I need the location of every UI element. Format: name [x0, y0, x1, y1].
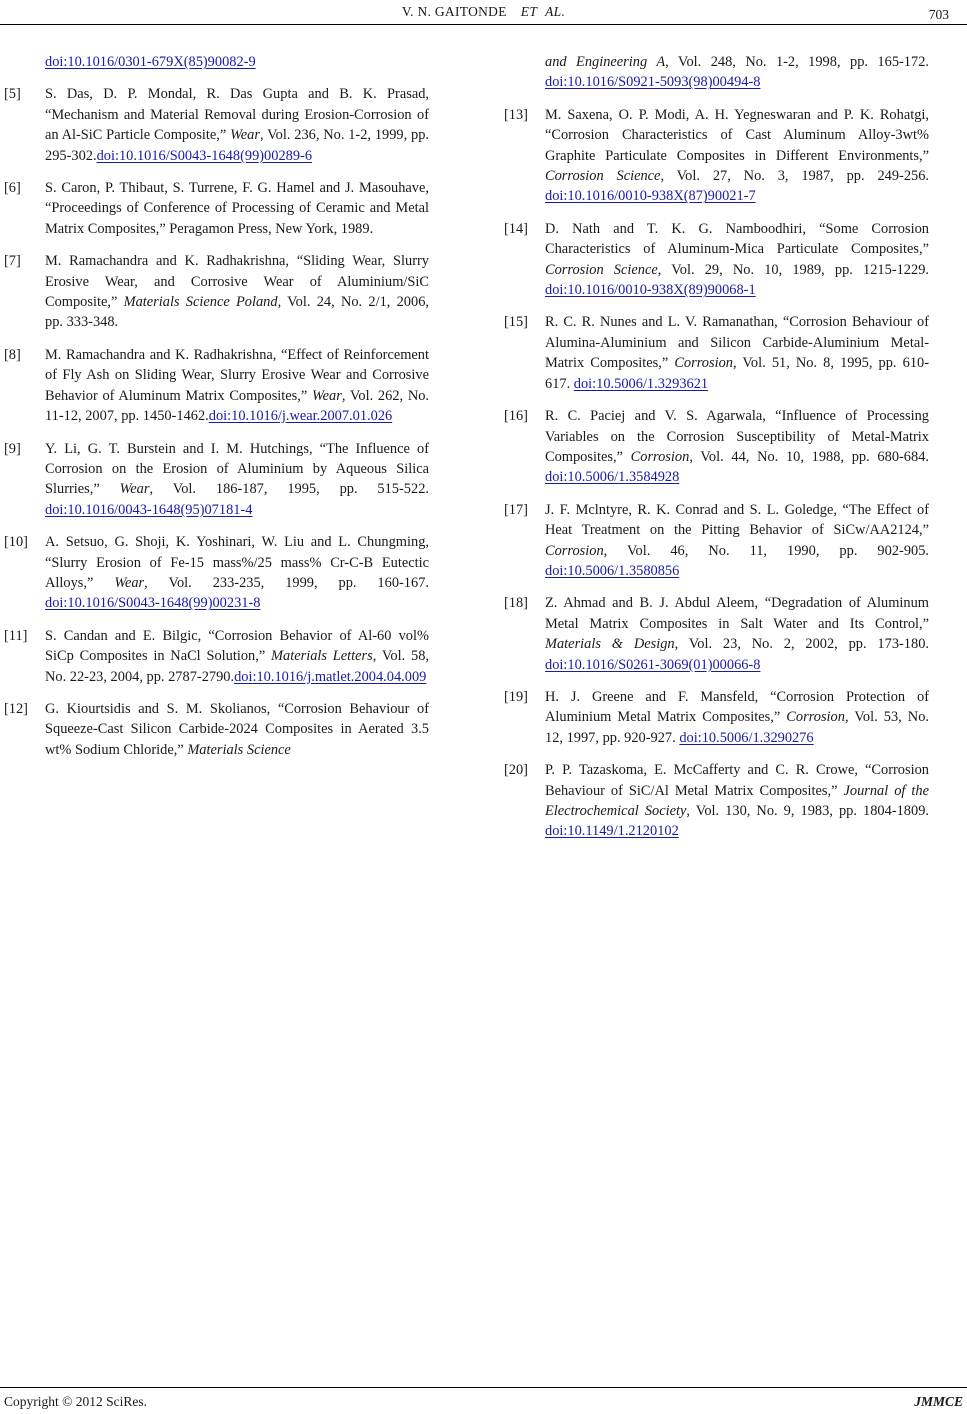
reference-journal: Corrosion [630, 448, 690, 465]
doi-link[interactable]: doi:10.1016/0043-1648(95)07181-4 [45, 501, 253, 518]
reference-details: , Vol. 27, No. 3, 1987, pp. 249-256. [660, 168, 930, 185]
reference-journal: Wear [119, 481, 150, 498]
doi-link[interactable]: doi:10.1016/0010-938X(89)90068-1 [545, 282, 756, 299]
reference-details: , Vol. 51, No. 8, 1995, pp. 610-617. [545, 355, 930, 392]
reference-text: M. Ramachandra and K. Radhakrishna, “Effect of Reinforcement of Fly Ash on Sliding Wear, Slurry Erosive Wear and Corrosive Behavior of Aluminum Matrix Composites,” [45, 346, 429, 404]
doi-link[interactable]: doi:10.1016/j.wear.2007.01.026 [208, 408, 393, 425]
reference-text: Y. Li, G. T. Burstein and I. M. Hutchings, “The Influence of Corrosion on the Erosion of Aluminium by Aqueous Silica Slurries,” [45, 440, 429, 498]
reference-text: S. Caron, P. Thibaut, S. Turrene, F. G. Hamel and J. Masouhave, “Proceedings of Conference of Processing of Ceramic and Metal Matrix Composites,” Peragamon Press, New York, 1989. [45, 180, 429, 237]
reference-continuation [504, 52, 929, 93]
reference-number: [13] [504, 106, 528, 123]
reference-text: M. Saxena, O. P. Modi, A. H. Yegneswaran and P. K. Rohatgi, “Corrosion Characteristics of Cast Aluminum Alloy-3wt% Graphite Particulate Composites in Different Environments,” [545, 106, 929, 164]
reference-journal: Materials Letters [271, 648, 373, 665]
reference-number: [15] [504, 314, 528, 331]
page-footer [0, 1387, 967, 1414]
reference-item [504, 760, 929, 842]
reference-number: [16] [504, 408, 528, 425]
reference-number: [7] [4, 253, 21, 270]
reference-text: R. C. Paciej and V. S. Agarwala, “Influence of Processing Variables on the Corrosion Susceptibility of Metal-Matrix Composites,” [545, 408, 929, 465]
reference-journal: Materials & Design [545, 636, 675, 653]
reference-number: [5] [4, 86, 21, 103]
reference-item [504, 219, 929, 301]
reference-number: [9] [4, 440, 21, 457]
doi-link[interactable]: doi:10.5006/1.3293621 [573, 375, 709, 392]
running-head-author: V. N. GAITONDE [401, 4, 507, 19]
reference-number: [20] [504, 762, 528, 779]
reference-number: [6] [4, 180, 21, 197]
reference-details: , Vol. 248, No. 1-2, 1998, pp. 165-172. [665, 54, 929, 70]
doi-link[interactable]: doi:10.1016/S0043-1648(99)00289-6 [96, 147, 313, 164]
reference-journal: Wear [311, 387, 342, 404]
reference-item [504, 500, 929, 582]
reference-number: [8] [4, 346, 21, 363]
reference-journal: Materials Science Poland [123, 294, 278, 311]
reference-text: M. Ramachandra and K. Radhakrishna, “Sliding Wear, Slurry Erosive Wear, and Corrosive Wear of Aluminium/SiC Composite,” [45, 253, 429, 311]
doi-link[interactable]: doi:10.1016/j.matlet.2004.04.009 [234, 668, 427, 685]
page-header [0, 0, 967, 25]
doi-link[interactable]: doi:10.5006/1.3584928 [545, 469, 680, 486]
reference-item [504, 687, 929, 748]
left-column [4, 52, 429, 772]
reference-continuation [4, 52, 429, 72]
copyright-notice: Copyright © 2012 SciRes. [4, 1394, 148, 1409]
reference-details: , Vol. 46, No. 11, 1990, pp. 902-905. [603, 542, 929, 559]
reference-text: S. Das, D. P. Mondal, R. Das Gupta and B. K. Prasad, “Mechanism and Material Removal during Erosion-Corrosion of an Al-SiC Particle Composite,” [45, 86, 429, 144]
reference-item [4, 84, 429, 166]
reference-item [504, 593, 929, 675]
reference-details: , Vol. 186-187, 1995, pp. 515-522. [149, 481, 429, 498]
reference-journal: Wear [114, 574, 145, 591]
reference-text: Z. Ahmad and B. J. Abdul Aleem, “Degradation of Aluminum Metal Matrix Composites in Salt Water and Its Control,” [545, 595, 929, 632]
reference-number: [12] [4, 700, 28, 717]
reference-text: D. Nath and T. K. G. Namboodhiri, “Some Corrosion Characteristics of Aluminum-Mica Particulate Composites,” [545, 220, 929, 258]
reference-details: , Vol. 58, No. 22-23, 2004, pp. 2787-2790. [45, 648, 429, 685]
doi-link[interactable]: doi:10.5006/1.3290276 [679, 729, 814, 746]
reference-details: , Vol. 29, No. 10, 1989, pp. 1215-1229. [657, 261, 929, 278]
reference-number: [11] [4, 627, 28, 644]
reference-item [504, 406, 929, 488]
reference-details: , Vol. 233-235, 1999, pp. 160-167. [144, 574, 429, 591]
reference-text: P. P. Tazaskoma, E. McCafferty and C. R. Crowe, “Corrosion Behaviour of SiC/Al Metal Matrix Composites,” [545, 762, 929, 799]
reference-number: [18] [504, 595, 528, 612]
reference-details: , Vol. 236, No. 1-2, 1999, pp. 295-302. [45, 127, 429, 164]
reference-text: A. Setsuo, G. Shoji, K. Yoshinari, W. Liu and L. Chungming, “Slurry Erosion of Fe-15 mass%/25 mass% Cr-C-B Eutectic Alloys,” [45, 534, 429, 591]
reference-journal: and Engineering A [545, 54, 666, 70]
reference-details: , Vol. 23, No. 2, 2002, pp. 173-180. [674, 636, 929, 653]
running-head [0, 4, 967, 20]
reference-text: G. Kiourtsidis and S. M. Skolianos, “Corrosion Behaviour of Squeeze-Cast Silicon Carbide-2024 Composites in Aerated 3.5 wt% Sodium Chloride,” [45, 700, 429, 758]
journal-abbrev: JMMCE [914, 1394, 963, 1409]
reference-number: [17] [504, 501, 528, 518]
reference-item [4, 251, 429, 333]
reference-text: S. Candan and E. Bilgic, “Corrosion Behavior of Al-60 vol% SiCp Composites in NaCl Solution,” [45, 627, 429, 665]
reference-details: , Vol. 44, No. 10, 1988, pp. 680-684. [689, 448, 929, 465]
reference-details: , Vol. 130, No. 9, 1983, pp. 1804-1809. [686, 803, 929, 819]
reference-item [4, 699, 429, 760]
reference-journal: Corrosion [674, 355, 733, 372]
reference-item [504, 312, 929, 394]
reference-details: , Vol. 53, No. 12, 1997, pp. 920-927. [545, 709, 929, 746]
doi-link[interactable]: doi:10.1016/S0921-5093(98)00494-8 [545, 74, 761, 91]
doi-link[interactable]: doi:10.1016/S0261-3069(01)00066-8 [545, 656, 761, 673]
doi-link[interactable]: doi:10.1149/1.2120102 [545, 823, 679, 840]
right-column [504, 52, 929, 854]
reference-journal: Corrosion Science [545, 261, 658, 278]
reference-journal: Corrosion [545, 542, 604, 559]
reference-number: [14] [504, 220, 528, 237]
reference-number: [19] [504, 688, 528, 705]
page-number: 703 [928, 7, 949, 22]
reference-journal: Corrosion [786, 709, 845, 726]
reference-item [4, 178, 429, 239]
reference-journal: Corrosion Science [545, 168, 661, 185]
reference-number: [10] [4, 534, 28, 551]
reference-item [504, 105, 929, 207]
reference-journal: Materials Science [187, 741, 291, 758]
running-head-al: AL. [545, 4, 566, 19]
reference-item [4, 532, 429, 614]
reference-item [4, 439, 429, 521]
doi-link[interactable]: doi:10.1016/0010-938X(87)90021-7 [545, 188, 756, 205]
reference-journal: Journal of the Electrochemical Society [545, 782, 929, 819]
reference-journal: Wear [230, 127, 260, 144]
reference-text: J. F. Mclntyre, R. K. Conrad and S. L. Goledge, “The Effect of Heat Treatment on the Pitting Behavior of SiCw/AA2124,” [545, 501, 929, 539]
doi-link[interactable]: doi:10.1016/S0043-1648(99)00231-8 [45, 595, 261, 612]
reference-text: H. J. Greene and F. Mansfeld, “Corrosion Protection of Aluminium Metal Matrix Composites,” [545, 688, 929, 726]
reference-details: , Vol. 24, No. 2/1, 2006, pp. 333-348. [45, 294, 429, 331]
running-head-et: ET [520, 4, 538, 19]
doi-link[interactable]: doi:10.5006/1.3580856 [545, 562, 680, 579]
reference-text: R. C. R. Nunes and L. V. Ramanathan, “Corrosion Behaviour of Alumina-Aluminium and Silicon Carbide-Aluminium Metal-Matrix Composites,” [545, 314, 929, 372]
reference-item [4, 345, 429, 427]
reference-details: , Vol. 262, No. 11-12, 2007, pp. 1450-1462. [45, 387, 430, 425]
reference-item [4, 626, 429, 687]
doi-link[interactable]: doi:10.1016/0301-679X(85)90082-9 [45, 54, 256, 70]
